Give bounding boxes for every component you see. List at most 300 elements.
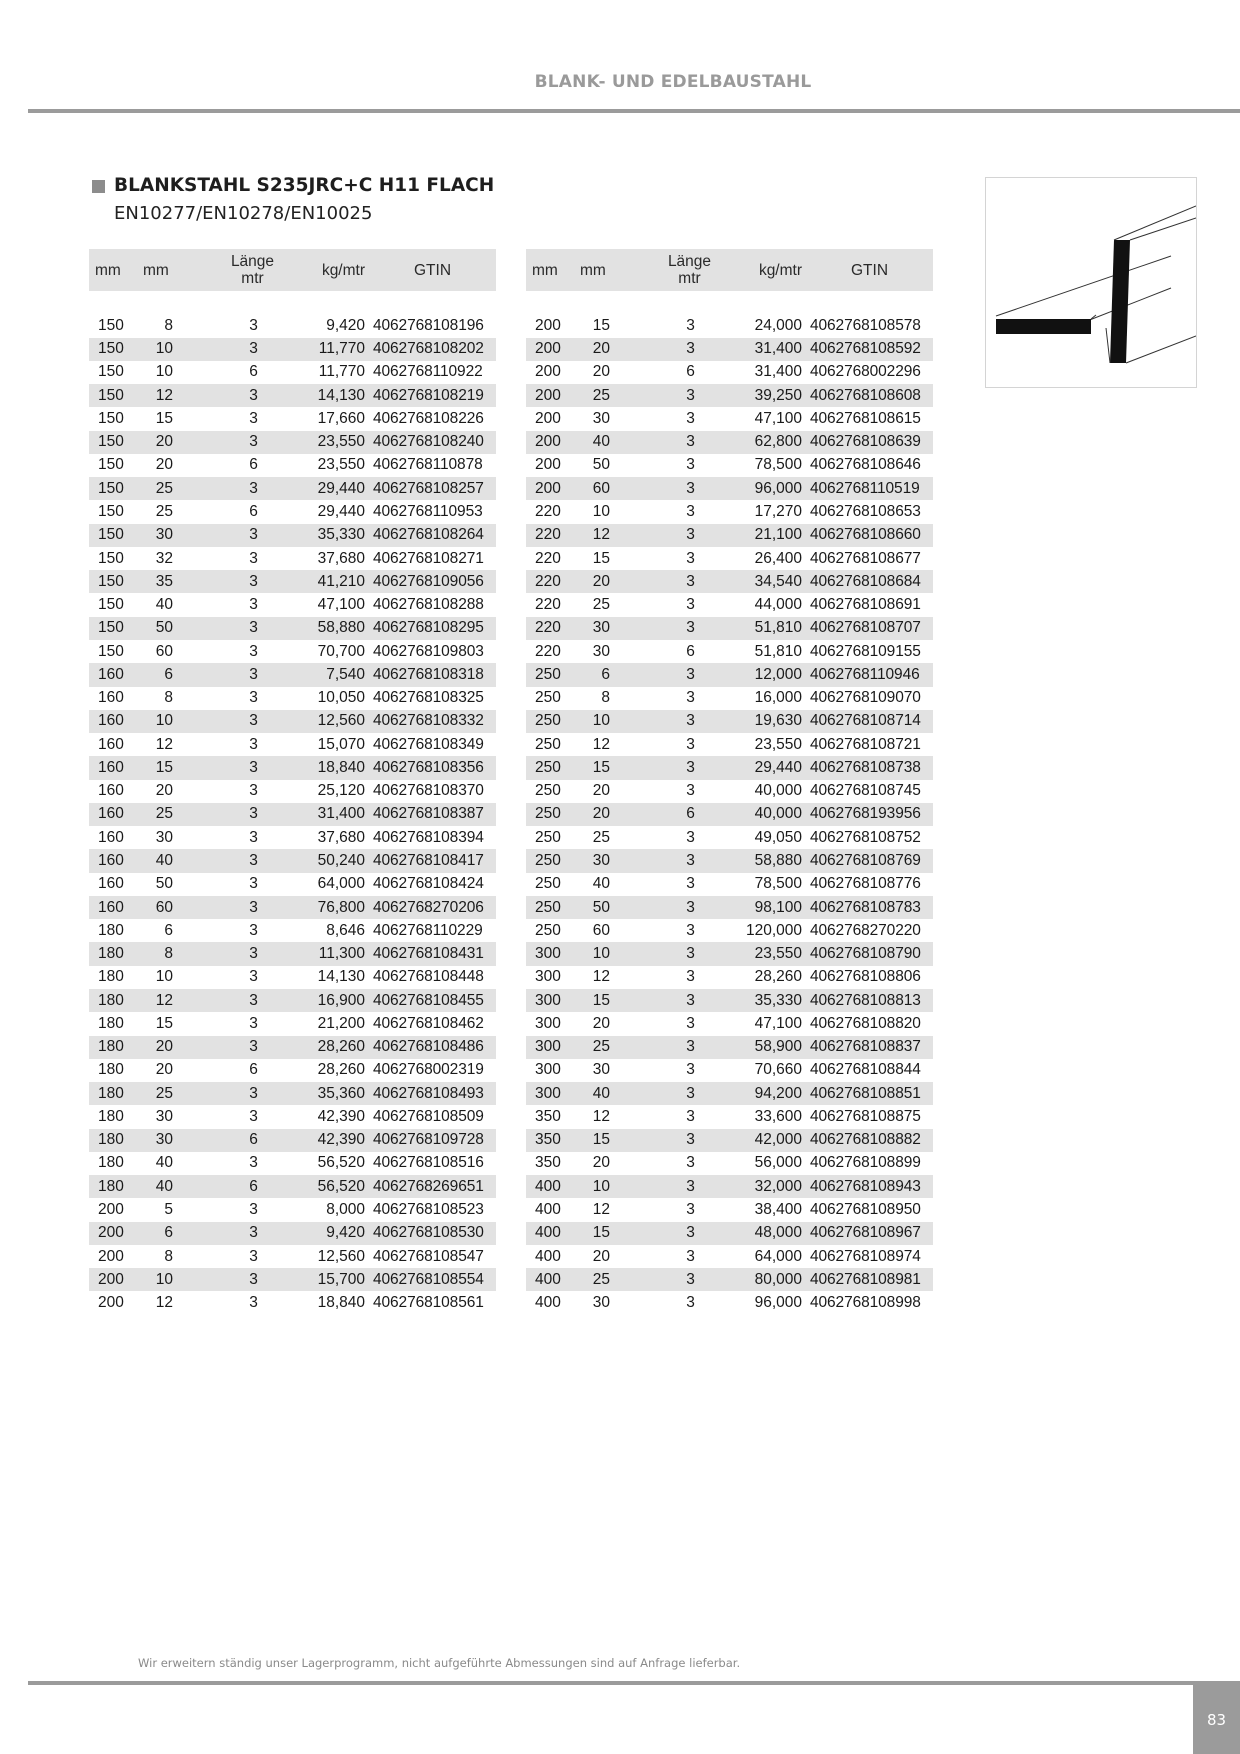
- cell-thickness: 12: [592, 968, 610, 986]
- cell-weight: 47,100: [754, 1014, 802, 1032]
- cell-width: 400: [535, 1200, 561, 1218]
- cell-weight: 49,050: [754, 828, 802, 846]
- table-row: [526, 896, 933, 919]
- cell-gtin: 4062768108707: [810, 619, 921, 637]
- cell-width: 180: [98, 1014, 124, 1032]
- cell-thickness: 20: [592, 1154, 610, 1172]
- table-row: [89, 1152, 496, 1175]
- table-row: [526, 687, 933, 710]
- cell-length: 3: [686, 945, 695, 963]
- table-row: [526, 500, 933, 523]
- cell-width: 200: [535, 386, 561, 404]
- table-row: [526, 454, 933, 477]
- cell-thickness: 25: [592, 386, 610, 404]
- cell-width: 150: [98, 409, 124, 427]
- cell-gtin: 4062768108684: [810, 572, 921, 590]
- cell-weight: 31,400: [754, 340, 802, 358]
- table-row: [526, 547, 933, 570]
- cell-thickness: 10: [155, 340, 173, 358]
- cell-weight: 96,000: [754, 479, 802, 497]
- cell-gtin: 4062768108851: [810, 1084, 921, 1102]
- cell-width: 160: [98, 852, 124, 869]
- cell-length: 6: [249, 1177, 258, 1195]
- cell-length: 3: [249, 1014, 258, 1032]
- cell-gtin: 4062768108943: [810, 1177, 921, 1195]
- cell-width: 350: [535, 1107, 561, 1125]
- cell-width: 300: [535, 1061, 561, 1079]
- cell-weight: 51,810: [754, 619, 802, 637]
- cell-length: 3: [686, 712, 695, 730]
- cell-gtin: 4062768108820: [810, 1014, 921, 1032]
- table-row: [526, 966, 933, 989]
- cell-length: 3: [686, 758, 695, 776]
- cell-gtin: 4062768110878: [373, 456, 483, 474]
- cell-length: 3: [686, 619, 695, 637]
- cell-width: 200: [98, 1200, 124, 1218]
- column-header-length: Länge mtr: [667, 253, 712, 287]
- cell-length: 3: [249, 758, 258, 776]
- cell-weight: 11,770: [318, 340, 365, 358]
- cell-width: 200: [535, 433, 561, 451]
- cell-weight: 9,420: [326, 316, 365, 334]
- cell-length: 3: [686, 596, 695, 614]
- table-row: [89, 593, 496, 616]
- cell-length: 3: [249, 316, 258, 334]
- cell-width: 150: [98, 386, 124, 404]
- product-table-right: [526, 249, 933, 1315]
- cell-width: 180: [98, 1177, 124, 1195]
- cell-weight: 78,500: [754, 456, 802, 474]
- table-row: [89, 966, 496, 989]
- cell-weight: 24,000: [754, 316, 802, 334]
- cell-width: 160: [98, 665, 124, 683]
- cell-weight: 21,100: [754, 526, 802, 544]
- cell-gtin: 4062768108448: [373, 968, 484, 986]
- cell-length: 6: [249, 363, 258, 381]
- table-row: [89, 733, 496, 756]
- cell-gtin: 4062768109155: [810, 642, 921, 660]
- cell-thickness: 12: [155, 991, 173, 1009]
- cell-gtin: 4062768108721: [810, 735, 921, 753]
- table-row: [89, 454, 496, 477]
- cell-gtin: 4062768108752: [810, 828, 921, 846]
- cell-weight: 7,540: [326, 665, 365, 683]
- cell-width: 250: [535, 828, 561, 846]
- column-header-thickness: mm: [580, 261, 606, 279]
- table-row: [526, 407, 933, 430]
- cell-thickness: 50: [155, 875, 173, 893]
- cell-gtin: 4062768108349: [373, 735, 484, 753]
- cell-weight: 12,560: [317, 712, 365, 730]
- cell-thickness: 30: [592, 642, 610, 660]
- cell-gtin: 4062768109070: [810, 689, 921, 707]
- cell-thickness: 12: [592, 1107, 610, 1125]
- cell-gtin: 4062768108394: [373, 828, 484, 846]
- table-row: [526, 849, 933, 872]
- cell-gtin: 4062768108288: [373, 596, 484, 614]
- cell-gtin: 4062768108325: [373, 689, 484, 707]
- cell-thickness: 10: [592, 1177, 610, 1195]
- cell-length: 3: [686, 828, 695, 846]
- table-row: [89, 500, 496, 523]
- table-row: [526, 1082, 933, 1105]
- footnote: Wir erweitern ständig unser Lagerprogramm, nicht aufgeführte Abmessungen sind auf Anfrage lieferbar.: [138, 1656, 741, 1670]
- table-row: [89, 873, 496, 896]
- table-row: [89, 1105, 496, 1128]
- cell-length: 3: [686, 572, 695, 590]
- cell-gtin: 4062768108240: [373, 433, 484, 451]
- cell-thickness: 20: [592, 805, 610, 823]
- cell-length: 3: [686, 875, 695, 893]
- cell-length: 3: [686, 526, 695, 544]
- cell-thickness: 30: [155, 526, 173, 544]
- cell-weight: 58,880: [754, 852, 802, 869]
- cell-thickness: 12: [592, 1200, 610, 1218]
- cell-gtin: 4062768108424: [373, 875, 484, 893]
- table-row: [89, 1291, 496, 1314]
- cell-width: 200: [535, 479, 561, 497]
- cell-thickness: 6: [601, 665, 610, 683]
- cell-width: 180: [98, 921, 124, 939]
- table-row: [89, 1012, 496, 1035]
- table-header-row: [526, 249, 933, 291]
- section-heading: [92, 175, 494, 197]
- cell-weight: 18,840: [317, 758, 365, 776]
- cell-thickness: 10: [155, 363, 173, 381]
- cell-thickness: 30: [592, 409, 610, 427]
- cell-weight: 64,000: [317, 875, 365, 893]
- cell-weight: 18,840: [317, 1294, 365, 1312]
- cell-length: 3: [686, 921, 695, 939]
- cell-thickness: 40: [592, 875, 610, 893]
- cell-thickness: 60: [592, 479, 610, 497]
- cell-width: 400: [535, 1270, 561, 1288]
- flat-bar-profile-icon: [986, 178, 1196, 387]
- cell-thickness: 60: [592, 921, 610, 939]
- cell-length: 6: [249, 1131, 258, 1149]
- cell-thickness: 15: [592, 549, 610, 567]
- cell-length: 3: [686, 1014, 695, 1032]
- cell-width: 160: [98, 782, 124, 800]
- cell-gtin: 4062768108738: [810, 758, 921, 776]
- table-row: [89, 919, 496, 942]
- cell-thickness: 15: [592, 316, 610, 334]
- cell-thickness: 20: [592, 572, 610, 590]
- cell-thickness: 50: [592, 898, 610, 916]
- table-body-right: [526, 291, 933, 1315]
- cell-width: 250: [535, 898, 561, 916]
- cell-thickness: 12: [592, 526, 610, 544]
- cell-width: 200: [535, 456, 561, 474]
- cell-width: 150: [98, 316, 124, 334]
- cell-thickness: 30: [155, 828, 173, 846]
- cell-width: 150: [98, 642, 124, 660]
- cell-gtin: 4062768108837: [810, 1038, 921, 1056]
- cell-weight: 47,100: [317, 596, 365, 614]
- cell-weight: 28,260: [317, 1061, 365, 1079]
- cell-weight: 14,130: [317, 968, 365, 986]
- cell-width: 180: [98, 1131, 124, 1149]
- cell-weight: 78,500: [754, 875, 802, 893]
- cell-width: 180: [98, 1084, 124, 1102]
- cell-weight: 94,200: [754, 1084, 802, 1102]
- cell-thickness: 35: [155, 572, 173, 590]
- cell-length: 3: [249, 572, 258, 590]
- cell-thickness: 30: [592, 1061, 610, 1079]
- cell-thickness: 20: [155, 1061, 173, 1079]
- cell-gtin: 4062768108561: [373, 1294, 484, 1312]
- cell-width: 250: [535, 921, 561, 939]
- cell-thickness: 12: [155, 735, 173, 753]
- cell-width: 220: [535, 619, 561, 637]
- cell-weight: 25,120: [317, 782, 365, 800]
- table-row: [526, 617, 933, 640]
- cell-thickness: 30: [592, 619, 610, 637]
- table-row: [526, 1036, 933, 1059]
- cell-gtin: 4062768108257: [373, 479, 484, 497]
- cell-length: 3: [249, 689, 258, 707]
- table-row: [526, 1105, 933, 1128]
- cell-thickness: 20: [155, 782, 173, 800]
- cell-weight: 56,000: [754, 1154, 802, 1172]
- cell-weight: 42,390: [317, 1131, 365, 1149]
- cell-thickness: 25: [155, 503, 173, 521]
- cell-length: 3: [249, 875, 258, 893]
- cell-thickness: 6: [164, 1224, 173, 1242]
- cell-weight: 15,700: [317, 1270, 365, 1288]
- cell-weight: 17,270: [754, 503, 802, 521]
- cell-thickness: 60: [155, 642, 173, 660]
- table-row: [526, 942, 933, 965]
- cell-gtin: 4062768108417: [373, 852, 484, 869]
- cell-gtin: 4062768108356: [373, 758, 484, 776]
- cell-width: 160: [98, 805, 124, 823]
- table-row: [526, 640, 933, 663]
- table-row: [89, 361, 496, 384]
- cell-width: 160: [98, 828, 124, 846]
- cell-thickness: 25: [592, 1038, 610, 1056]
- cell-length: 3: [686, 340, 695, 358]
- table-row: [526, 1175, 933, 1198]
- cell-gtin: 4062768110953: [373, 503, 483, 521]
- cell-weight: 48,000: [754, 1224, 802, 1242]
- cell-length: 3: [249, 991, 258, 1009]
- table-row: [89, 1082, 496, 1105]
- cell-length: 3: [249, 735, 258, 753]
- cell-gtin: 4062768109803: [373, 642, 484, 660]
- cell-width: 350: [535, 1154, 561, 1172]
- cell-weight: 37,680: [317, 828, 365, 846]
- cell-width: 350: [535, 1131, 561, 1149]
- cell-width: 180: [98, 1154, 124, 1172]
- cell-weight: 42,390: [317, 1107, 365, 1125]
- cell-gtin: 4062768108875: [810, 1107, 921, 1125]
- cell-width: 150: [98, 456, 124, 474]
- table-row: [89, 1245, 496, 1268]
- cell-gtin: 4062768108981: [810, 1270, 921, 1288]
- cell-weight: 76,800: [317, 898, 365, 916]
- cell-weight: 11,300: [318, 945, 365, 963]
- cell-gtin: 4062768109056: [373, 572, 484, 590]
- cell-gtin: 4062768108547: [373, 1247, 484, 1265]
- cell-gtin: 4062768108530: [373, 1224, 484, 1242]
- column-header-length: Länge mtr: [230, 253, 275, 287]
- table-row: [89, 780, 496, 803]
- table-row: [89, 314, 496, 337]
- cell-length: 3: [686, 1038, 695, 1056]
- cell-width: 200: [98, 1294, 124, 1312]
- cell-thickness: 50: [592, 456, 610, 474]
- cell-thickness: 15: [155, 758, 173, 776]
- cell-gtin: 4062768108264: [373, 526, 484, 544]
- cell-thickness: 8: [601, 689, 610, 707]
- cell-width: 200: [98, 1247, 124, 1265]
- cell-weight: 51,810: [754, 642, 802, 660]
- table-row: [89, 942, 496, 965]
- cell-width: 200: [98, 1270, 124, 1288]
- cell-weight: 32,000: [754, 1177, 802, 1195]
- table-row: [89, 617, 496, 640]
- cell-thickness: 60: [155, 898, 173, 916]
- cell-length: 3: [249, 619, 258, 637]
- cell-length: 3: [686, 1107, 695, 1125]
- cell-weight: 23,550: [754, 735, 802, 753]
- cell-weight: 19,630: [754, 712, 802, 730]
- cell-weight: 31,400: [754, 363, 802, 381]
- cell-length: 3: [686, 1177, 695, 1195]
- cell-thickness: 40: [592, 433, 610, 451]
- cell-length: 3: [686, 409, 695, 427]
- cell-length: 3: [249, 433, 258, 451]
- table-row: [89, 826, 496, 849]
- square-bullet-icon: [92, 180, 105, 193]
- cell-width: 300: [535, 1038, 561, 1056]
- cell-length: 3: [686, 735, 695, 753]
- cell-gtin: 4062768108431: [373, 945, 484, 963]
- cell-length: 3: [686, 1224, 695, 1242]
- cell-width: 180: [98, 945, 124, 963]
- cell-gtin: 4062768108509: [373, 1107, 484, 1125]
- cell-width: 200: [535, 340, 561, 358]
- cell-length: 3: [249, 340, 258, 358]
- cell-gtin: 4062768108776: [810, 875, 921, 893]
- cell-weight: 8,646: [326, 921, 365, 939]
- cell-width: 150: [98, 549, 124, 567]
- cell-gtin: 4062768108387: [373, 805, 484, 823]
- cell-width: 150: [98, 572, 124, 590]
- cell-weight: 96,000: [754, 1294, 802, 1312]
- cell-width: 180: [98, 968, 124, 986]
- cell-thickness: 40: [155, 1177, 173, 1195]
- cell-thickness: 20: [592, 1247, 610, 1265]
- cell-length: 3: [249, 1200, 258, 1218]
- cell-width: 220: [535, 642, 561, 660]
- cell-width: 300: [535, 991, 561, 1009]
- cell-gtin: 4062768108967: [810, 1224, 921, 1242]
- cell-length: 6: [686, 805, 695, 823]
- cell-gtin: 4062768108271: [373, 549, 484, 567]
- cell-weight: 70,700: [317, 642, 365, 660]
- table-row: [89, 431, 496, 454]
- cell-gtin: 4062768108769: [810, 852, 921, 869]
- table-row: [89, 1198, 496, 1221]
- cell-width: 220: [535, 572, 561, 590]
- cell-weight: 26,400: [754, 549, 802, 567]
- cell-weight: 80,000: [754, 1270, 802, 1288]
- cell-thickness: 30: [592, 1294, 610, 1312]
- table-row: [526, 524, 933, 547]
- table-row: [89, 524, 496, 547]
- column-header-weight: kg/mtr: [758, 261, 802, 279]
- cell-weight: 12,000: [754, 665, 802, 683]
- cell-weight: 14,130: [317, 386, 365, 404]
- cell-gtin: 4062768109728: [373, 1131, 484, 1149]
- cell-width: 250: [535, 735, 561, 753]
- table-row: [526, 1198, 933, 1221]
- cell-length: 3: [249, 1154, 258, 1172]
- cell-gtin: 4062768270220: [810, 921, 921, 939]
- cell-length: 3: [249, 782, 258, 800]
- cell-gtin: 4062768108493: [373, 1084, 484, 1102]
- cell-weight: 16,900: [317, 991, 365, 1009]
- cell-width: 250: [535, 758, 561, 776]
- cell-width: 220: [535, 526, 561, 544]
- cell-gtin: 4062768002319: [373, 1061, 484, 1079]
- cell-gtin: 4062768108332: [373, 712, 484, 730]
- table-row: [526, 361, 933, 384]
- cell-weight: 62,800: [754, 433, 802, 451]
- cell-gtin: 4062768108646: [810, 456, 921, 474]
- cell-width: 400: [535, 1294, 561, 1312]
- cell-thickness: 5: [164, 1200, 173, 1218]
- cell-thickness: 40: [592, 1084, 610, 1102]
- table-row: [526, 873, 933, 896]
- cell-thickness: 8: [164, 689, 173, 707]
- cell-length: 3: [686, 1200, 695, 1218]
- cell-gtin: 4062768002296: [810, 363, 921, 381]
- cell-thickness: 15: [155, 1014, 173, 1032]
- cell-width: 250: [535, 875, 561, 893]
- cell-thickness: 30: [592, 852, 610, 869]
- cell-length: 3: [249, 712, 258, 730]
- table-row: [526, 826, 933, 849]
- cell-length: 3: [686, 1247, 695, 1265]
- cell-length: 6: [686, 363, 695, 381]
- table-row: [526, 1059, 933, 1082]
- cell-gtin: 4062768110922: [373, 363, 483, 381]
- cell-weight: 31,400: [317, 805, 365, 823]
- cell-thickness: 8: [164, 945, 173, 963]
- cell-thickness: 20: [155, 1038, 173, 1056]
- cell-weight: 15,070: [317, 735, 365, 753]
- cell-thickness: 30: [155, 1107, 173, 1125]
- column-header-weight: kg/mtr: [321, 261, 365, 279]
- cell-length: 3: [686, 433, 695, 451]
- cell-weight: 38,400: [754, 1200, 802, 1218]
- cell-weight: 23,550: [317, 433, 365, 451]
- cell-thickness: 20: [592, 782, 610, 800]
- table-row: [89, 849, 496, 872]
- table-row: [89, 687, 496, 710]
- cell-thickness: 10: [155, 712, 173, 730]
- cell-length: 3: [249, 1038, 258, 1056]
- cell-weight: 29,440: [754, 758, 802, 776]
- cell-length: 3: [249, 921, 258, 939]
- cell-width: 160: [98, 758, 124, 776]
- cell-width: 220: [535, 503, 561, 521]
- table-row: [526, 780, 933, 803]
- cell-width: 200: [535, 316, 561, 334]
